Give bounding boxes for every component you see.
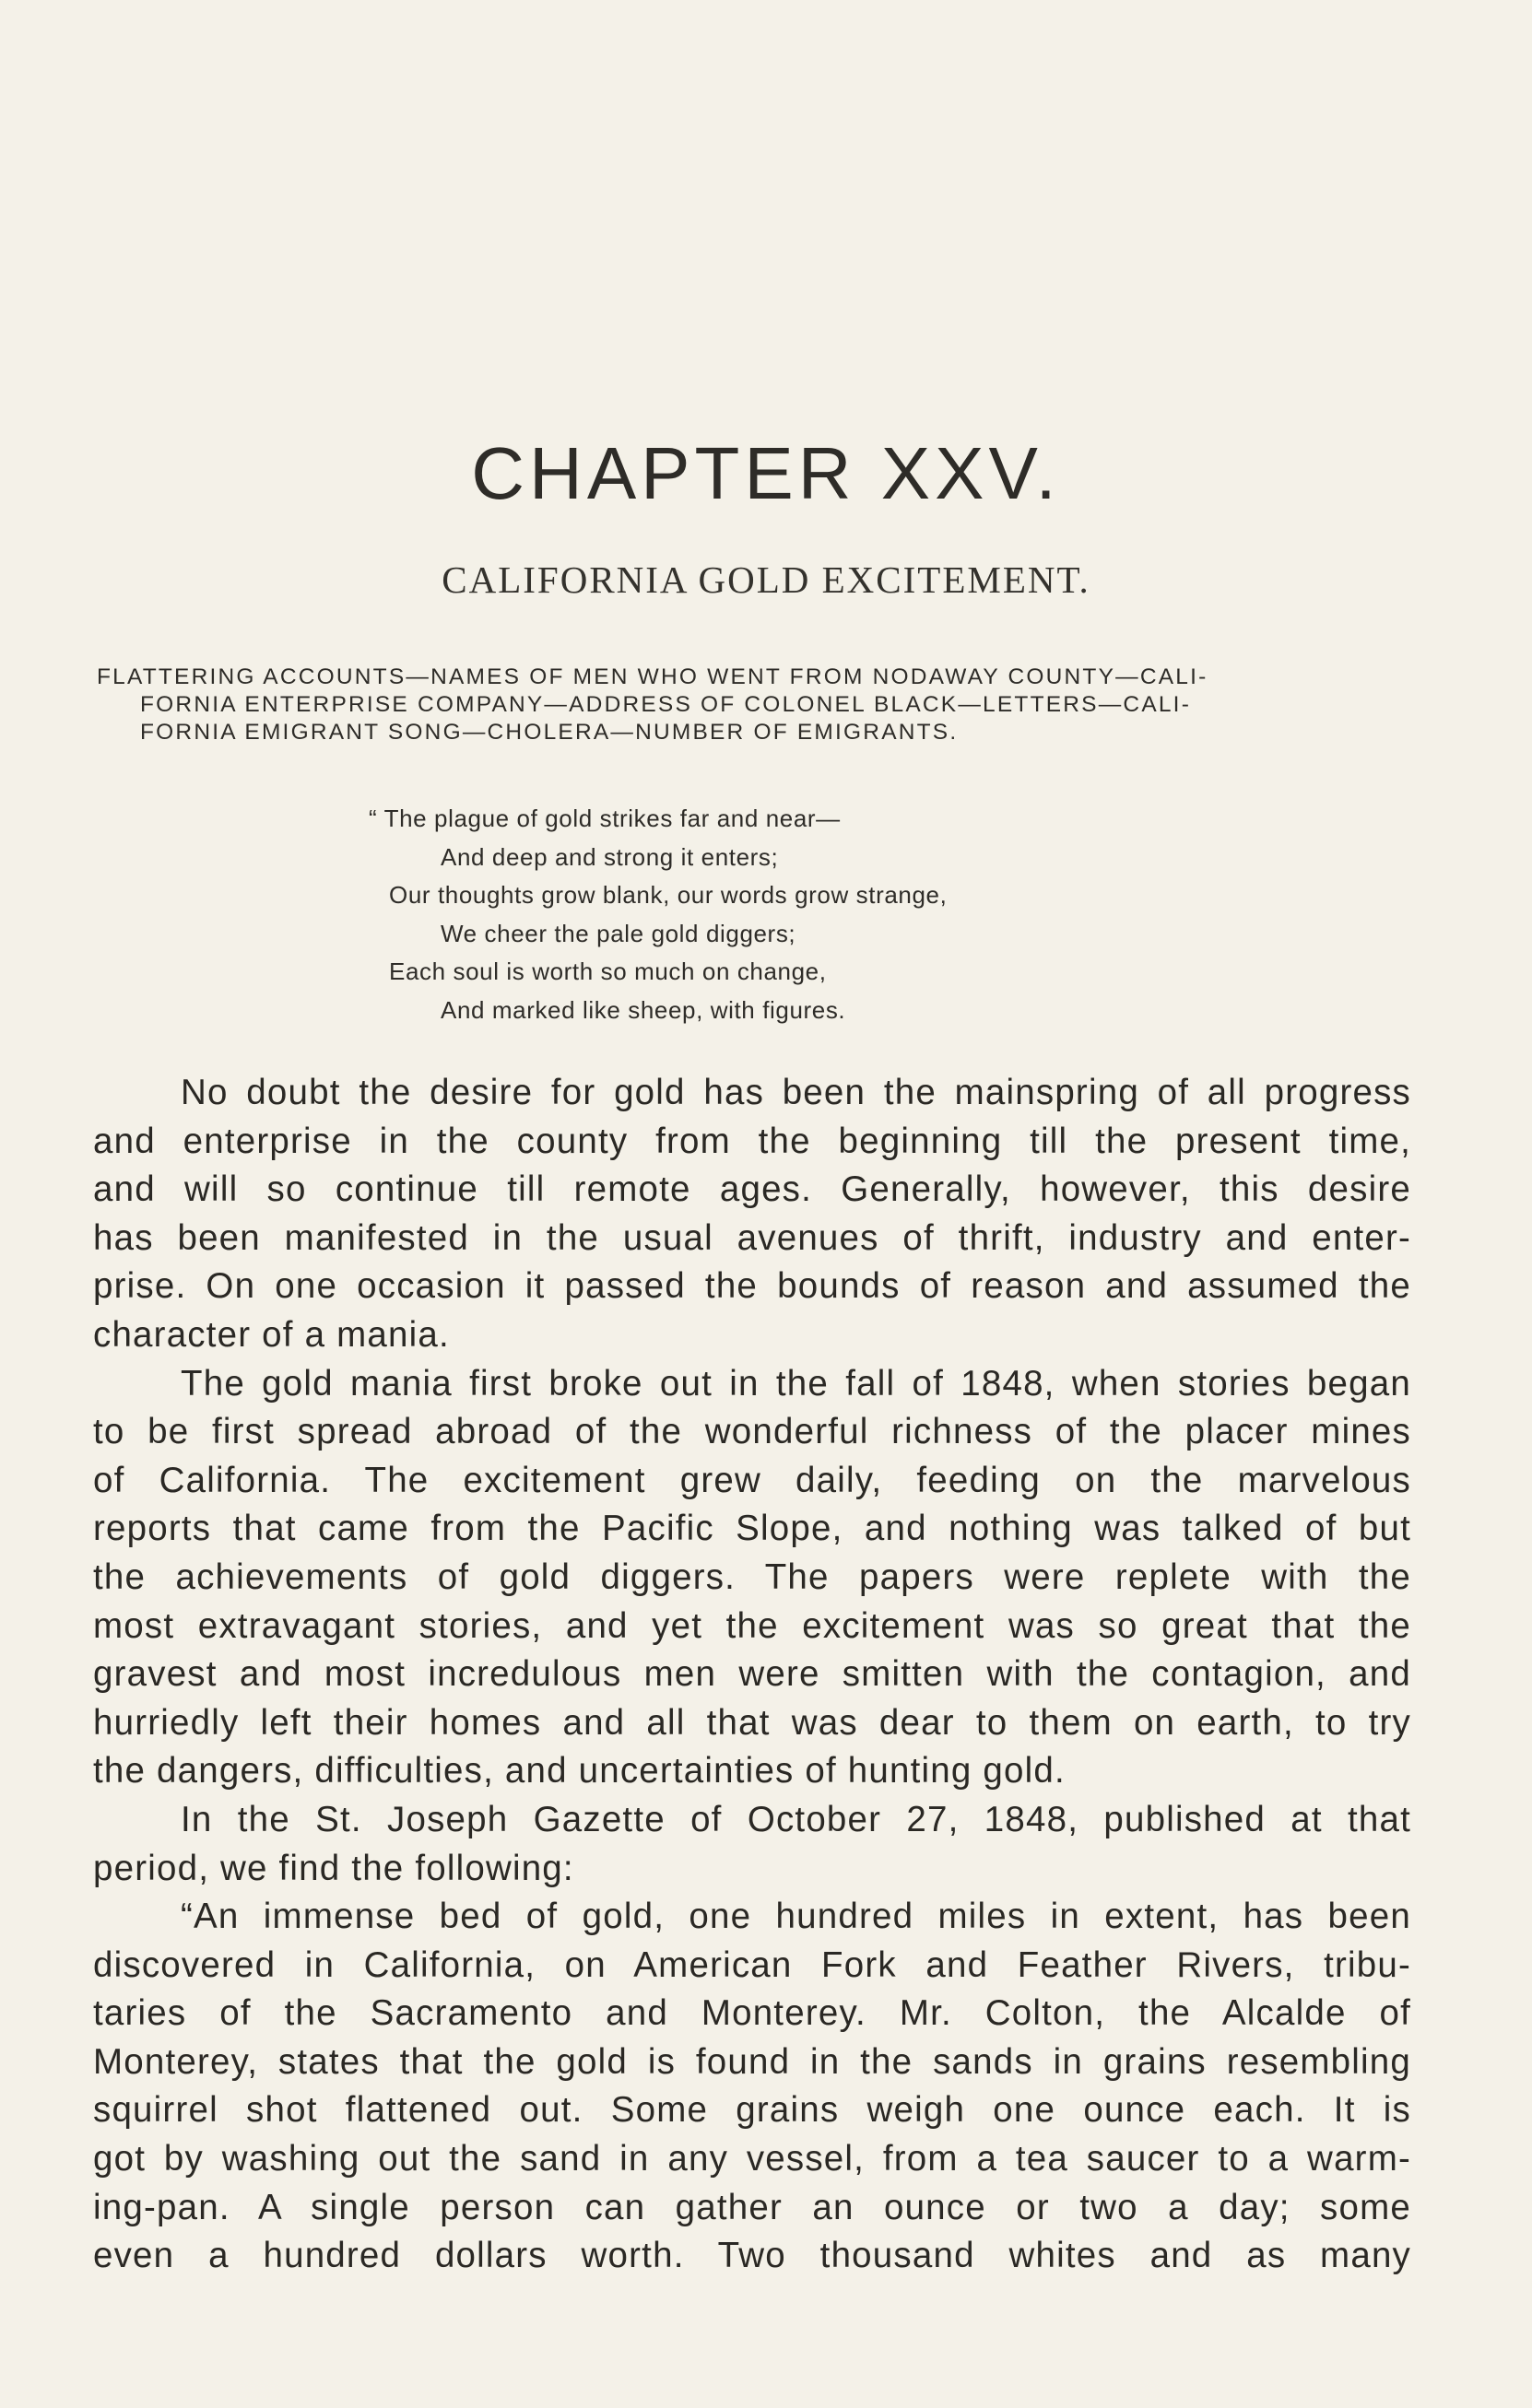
poem-line: We cheer the pale gold diggers; (441, 919, 796, 947)
body-line: most extravagant stories, and yet the excitement was so great that the (93, 1605, 1411, 1646)
body-line: character of a mania. (93, 1314, 450, 1355)
chapter-title: CHAPTER XXV. (471, 432, 1061, 514)
synopsis-line: FORNIA EMIGRANT SONG—CHOLERA—NUMBER OF EMIGRANTS. (140, 720, 959, 745)
body-line: ing-pan. A single person can gather an ounce or two a day; some (93, 2187, 1411, 2227)
epigraph-poem (369, 800, 948, 1029)
body-line: hurriedly left their homes and all that was dear to them on earth, to try (93, 1702, 1411, 1743)
body-line: In the St. Joseph Gazette of October 27, 1848, published at that (181, 1799, 1411, 1839)
poem-line: Our thoughts grow blank, our words grow strange, (389, 881, 948, 909)
body-line: and will so continue till remote ages. Generally, however, this desire (93, 1169, 1411, 1210)
synopsis-line: FLATTERING ACCOUNTS—NAMES OF MEN WHO WENT FROM NODAWAY COUNTY—CALI- (97, 664, 1208, 689)
body-line: even a hundred dollars worth. Two thousand whites and as many (93, 2236, 1411, 2276)
body-line: period, we find the following: (93, 1848, 574, 1888)
body-line: discovered in California, on American Fork and Feather Rivers, tribu- (93, 1944, 1411, 1985)
body-line: the achievements of gold diggers. The papers were replete with the (93, 1556, 1411, 1597)
poem-line: And marked like sheep, with figures. (441, 995, 846, 1024)
body-line: gravest and most incredulous men were smitten with the contagion, and (93, 1654, 1411, 1695)
body-line: squirrel shot flattened out. Some grains weigh one ounce each. It is (93, 2090, 1411, 2131)
body-line: got by washing out the sand in any vessel, from a tea saucer to a warm- (93, 2139, 1411, 2179)
body-line: No doubt the desire for gold has been the mainspring of all progress (181, 1073, 1411, 1112)
poem-line: Each soul is worth so much on change, (389, 957, 827, 985)
body-line: taries of the Sacramento and Monterey. Mr. Colton, the Alcalde of (93, 1993, 1411, 2034)
body-line: Monterey, states that the gold is found in the sands in grains resembling (93, 2041, 1411, 2082)
body-line: prise. On one occasion it passed the bounds of reason and assumed the (93, 1266, 1411, 1307)
body-line: “An immense bed of gold, one hundred miles in extent, has been (181, 1897, 1411, 1937)
body-line: has been manifested in the usual avenues of thrift, industry and enter- (93, 1217, 1411, 1258)
chapter-synopsis (97, 664, 1438, 746)
synopsis-line: FORNIA ENTERPRISE COMPANY—ADDRESS OF COLONEL BLACK—LETTERS—CALI- (140, 692, 1192, 717)
poem-line: “ The plague of gold strikes far and near— (369, 805, 841, 832)
body-line: of California. The excitement grew daily, feeding on the marvelous (93, 1460, 1411, 1500)
body-line: to be first spread abroad of the wonderful richness of the placer mines (93, 1412, 1411, 1452)
body-line: and enterprise in the county from the beginning till the present time, (93, 1121, 1411, 1161)
body-line: the dangers, difficulties, and uncertainties of hunting gold. (93, 1751, 1066, 1791)
chapter-subtitle: CALIFORNIA GOLD EXCITEMENT. (442, 558, 1090, 601)
body-line: The gold mania first broke out in the fall of 1848, when stories began (181, 1363, 1411, 1404)
poem-line: And deep and strong it enters; (441, 842, 779, 871)
body-text (93, 1069, 1411, 2281)
body-line: reports that came from the Pacific Slope, and nothing was talked of but (93, 1509, 1411, 1549)
